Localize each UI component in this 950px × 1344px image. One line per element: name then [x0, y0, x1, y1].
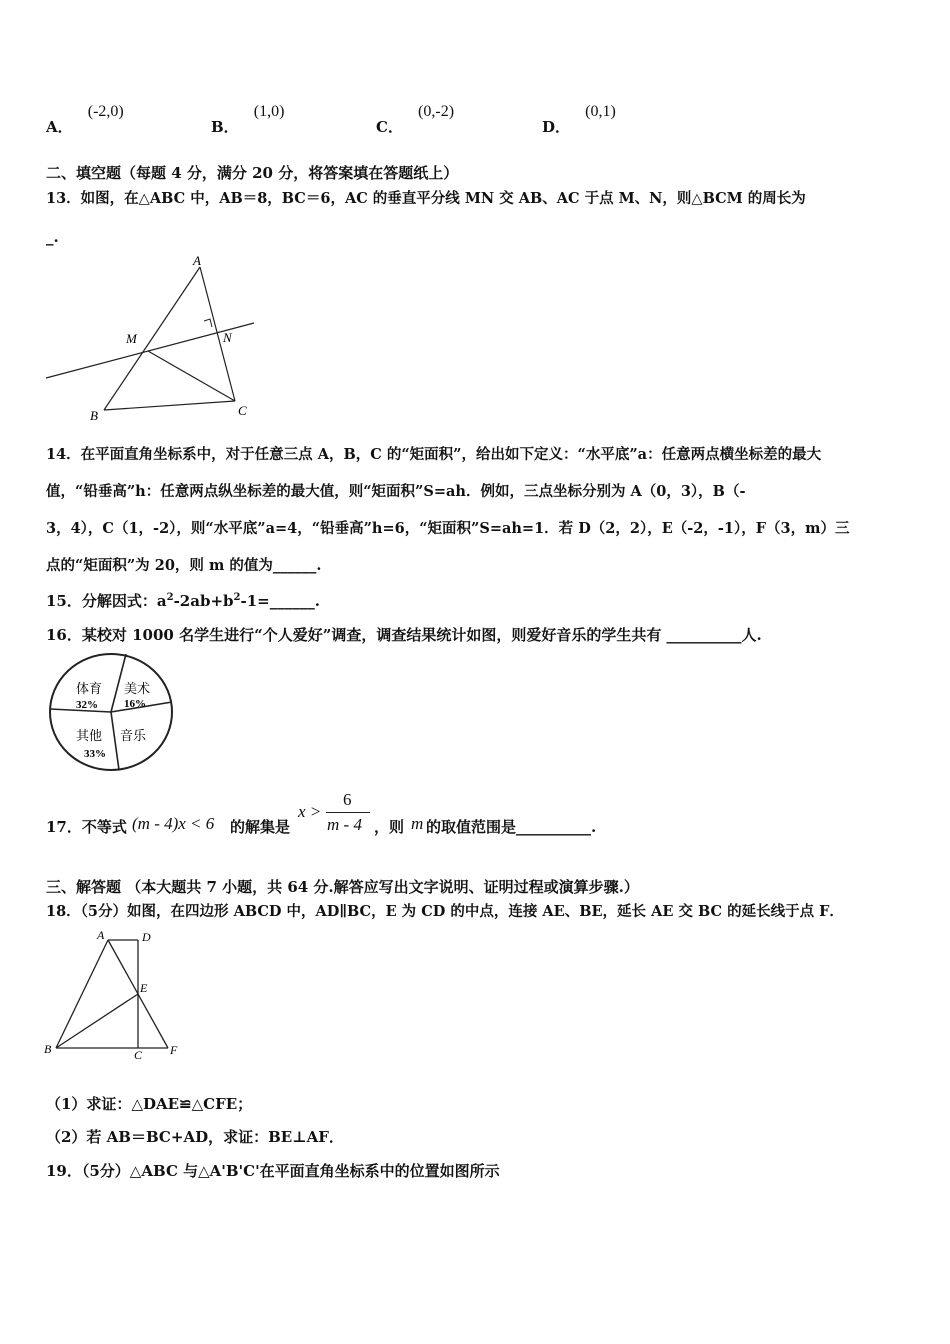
q17-solution-lhs: x >	[298, 802, 322, 821]
label-a: A	[193, 253, 201, 268]
label-b: B	[44, 1042, 52, 1056]
q18-text: 18．（5分）如图，在四边形 ABCD 中，AD∥BC，E 为 CD 的中点，连接 AE、BE，延长 AE 交 BC 的延长线于点 F．	[46, 903, 844, 920]
q18-quadrilateral-figure	[40, 926, 190, 1062]
q15-text	[46, 590, 320, 611]
pie-art-pct: 16%	[124, 698, 146, 710]
q18-part2: （2）若 AB＝BC+AD，求证：BE⊥AF．	[46, 1128, 344, 1146]
q15-suffix: -1=______.	[240, 592, 320, 610]
q19-text: 19．（5分）△ABC 与△A'B'C'在平面直角坐标系中的位置如图所示	[46, 1162, 500, 1180]
label-f: F	[170, 1043, 178, 1057]
q13-text-tail: _.	[46, 228, 59, 246]
segment-ab	[56, 940, 108, 1048]
q15-mid: -2ab+b	[173, 592, 234, 610]
pie-art-label: 美术	[124, 681, 151, 696]
section2-heading: 二、填空题（每题 4 分，满分 20 分，将答案填在答题纸上）	[46, 164, 459, 182]
q14-line1: 14．在平面直角坐标系中，对于任意三点 A，B，C 的“矩面积”，给出如下定义：“水平底”a：任意两点横坐标差的最大	[46, 446, 822, 463]
q17-var-m: m	[411, 814, 424, 833]
q18-part1: （1）求证：△DAE≌△CFE；	[46, 1095, 253, 1113]
label-c: C	[134, 1048, 143, 1062]
segment-ab	[104, 267, 200, 410]
q15-sup-a: 2	[166, 592, 174, 603]
q14-line3: 3，4），C（1，-2），则“水平底”a=4，“铅垂高”h=6，“矩面积”S=ah=1．若 D（2，2），E（-2，-1），F（3，m）三	[46, 520, 850, 537]
q13-text: 13．如图，在△ABC 中，AB＝8，BC＝6，AC 的垂直平分线 MN 交 AB、AC 于点 M、N，则△BCM 的周长为	[46, 190, 806, 207]
q15-a: a	[156, 592, 167, 610]
q17-solution-denominator: m - 4	[327, 815, 362, 834]
q17-mid: 的解集是	[230, 818, 291, 836]
pie-other-pct: 33%	[84, 748, 106, 760]
q14-line2: 值，“铅垂高”h：任意两点纵坐标差的最大值，则“矩面积”S=ah．例如，三点坐标分别为 A（0，3），B（-	[46, 483, 746, 500]
q17-fraction-bar	[326, 812, 370, 813]
q16-text: 16．某校对 1000 名学生进行“个人爱好”调查，调查结果统计如图，则爱好音乐的学生共有 __________人.	[46, 626, 762, 644]
q17-suffix-a: ，则	[374, 818, 405, 836]
option-a-letter: A．	[46, 118, 73, 136]
q17-suffix-b: 的取值范围是__________.	[426, 818, 597, 836]
option-d-letter: D．	[542, 118, 571, 136]
q15-sup-b: 2	[233, 592, 241, 603]
pie-music-label: 音乐	[120, 728, 147, 743]
q15-prefix: 15．分解因式：	[46, 592, 157, 610]
label-n: N	[223, 330, 232, 345]
section3-heading: 三、解答题 （本大题共 7 小题，共 64 分.解答应写出文字说明、证明过程或演算步骤.）	[46, 878, 639, 896]
option-d	[542, 100, 616, 136]
q17-prefix: 17．不等式	[46, 818, 127, 836]
right-angle-mark	[204, 319, 212, 327]
label-b: B	[90, 408, 98, 423]
q17-solution-numerator: 6	[343, 790, 352, 809]
option-a-value: (-2,0)	[87, 103, 124, 120]
option-d-value: (0,1)	[585, 103, 616, 120]
pie-sport-pct: 32%	[76, 699, 98, 711]
option-c	[376, 100, 455, 136]
q14-line4: 点的“矩面积”为 20，则 m 的值为______.	[46, 557, 322, 574]
pie-sport-label: 体育	[76, 681, 103, 696]
pie-other-label: 其他	[76, 728, 103, 743]
option-b	[211, 100, 285, 136]
segment-mc	[148, 351, 235, 401]
label-m: M	[126, 331, 137, 346]
q16-pie-chart	[46, 650, 178, 778]
option-c-letter: C．	[376, 118, 403, 136]
label-a: A	[97, 928, 105, 942]
option-c-value: (0,-2)	[418, 103, 455, 120]
option-b-letter: B．	[211, 118, 239, 136]
label-d: D	[142, 930, 151, 944]
label-e: E	[140, 981, 148, 995]
option-a	[46, 100, 124, 136]
option-b-value: (1,0)	[253, 103, 285, 120]
q13-triangle-figure	[40, 248, 270, 426]
segment-bc	[104, 401, 235, 410]
label-c: C	[238, 403, 247, 418]
q17-inequality: (m - 4)x < 6	[132, 814, 215, 833]
